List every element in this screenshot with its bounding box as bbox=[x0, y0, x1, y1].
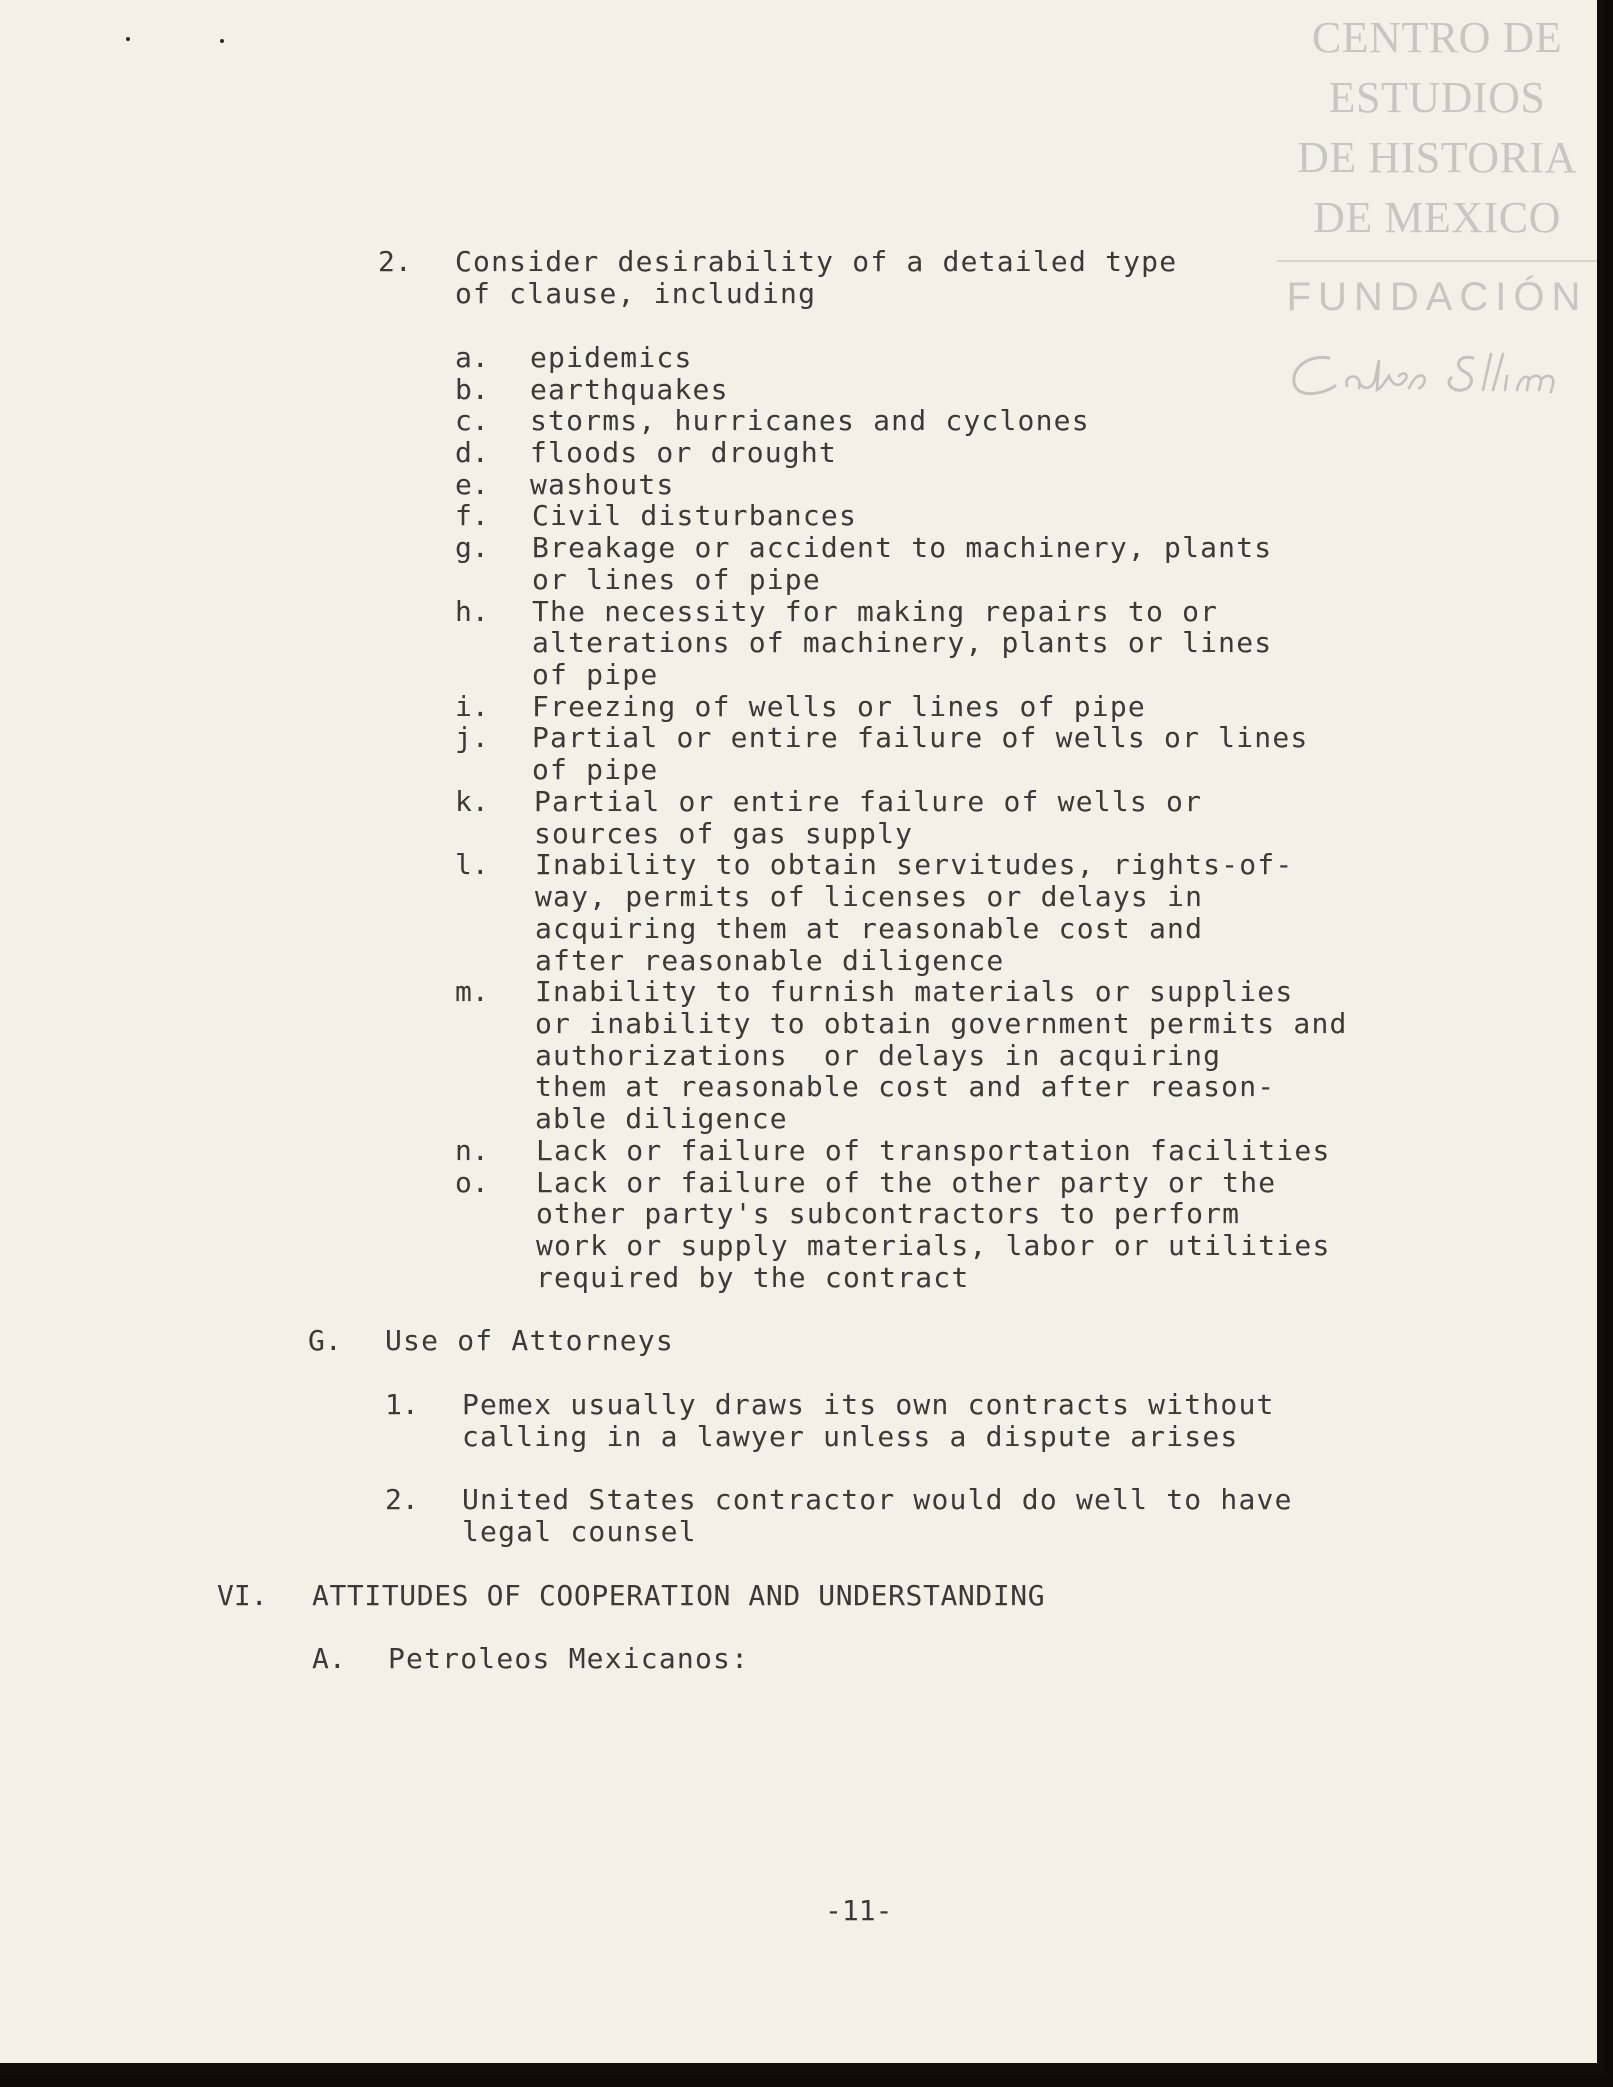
clause-text-line: Lack or failure of transportation facilities bbox=[536, 1134, 1331, 1167]
watermark-line: ESTUDIOS bbox=[1328, 73, 1546, 122]
signature-icon bbox=[1277, 330, 1597, 410]
clause-text-line: epidemics bbox=[530, 341, 693, 374]
clause-text-line: after reasonable diligence bbox=[535, 944, 1005, 977]
clause-letter: c. bbox=[455, 404, 489, 437]
clause-letter: o. bbox=[455, 1166, 489, 1199]
watermark-line: CENTRO DE bbox=[1311, 13, 1563, 62]
clause-text-line: sources of gas supply bbox=[534, 817, 914, 850]
item-number: 1. bbox=[385, 1388, 419, 1421]
clause-text-line: storms, hurricanes and cyclones bbox=[530, 404, 1090, 437]
clause-text-line: or inability to obtain government permits and bbox=[535, 1007, 1348, 1040]
clause-text-line: of pipe bbox=[532, 658, 659, 691]
clause-letter: l. bbox=[455, 848, 489, 881]
item-number: 2. bbox=[378, 245, 412, 278]
watermark-foundation: FUNDACIÓN bbox=[1286, 275, 1588, 319]
clause-letter: f. bbox=[455, 499, 489, 532]
clause-text-line: alterations of machinery, plants or lines bbox=[532, 626, 1273, 659]
clause-text-line: or lines of pipe bbox=[532, 563, 821, 596]
clause-text-line: acquiring them at reasonable cost and bbox=[535, 912, 1204, 945]
clause-letter: a. bbox=[455, 341, 489, 374]
page-number: -11- bbox=[825, 1894, 893, 1927]
clause-text-line: authorizations or delays in acquiring bbox=[535, 1039, 1222, 1072]
clause-text-line: work or supply materials, labor or utilities bbox=[536, 1229, 1331, 1262]
watermark-line: DE HISTORIA bbox=[1297, 133, 1577, 182]
clause-letter: n. bbox=[455, 1134, 489, 1167]
clause-text-line: Inability to furnish materials or supplies bbox=[535, 975, 1294, 1008]
archive-watermark bbox=[1277, 8, 1597, 410]
item-text-line: Pemex usually draws its own contracts without bbox=[462, 1388, 1275, 1421]
item-text-line: of clause, including bbox=[455, 277, 817, 310]
clause-text-line: floods or drought bbox=[530, 436, 837, 469]
clause-text-line: Partial or entire failure of wells or lines bbox=[532, 721, 1309, 754]
clause-text-line: Lack or failure of the other party or the bbox=[536, 1166, 1277, 1199]
clause-letter: g. bbox=[455, 531, 489, 564]
clause-letter: h. bbox=[455, 595, 489, 628]
section-number: VI. bbox=[217, 1579, 268, 1612]
item-text-line: Consider desirability of a detailed type bbox=[455, 245, 1178, 278]
clause-text-line: The necessity for making repairs to or bbox=[532, 595, 1219, 628]
watermark-line: DE MEXICO bbox=[1313, 193, 1561, 242]
clause-letter: d. bbox=[455, 436, 489, 469]
clause-text-line: Civil disturbances bbox=[532, 499, 858, 532]
item-text-line: United States contractor would do well to have bbox=[462, 1483, 1293, 1516]
clause-text-line: Breakage or accident to machinery, plants bbox=[532, 531, 1273, 564]
clause-text-line: able diligence bbox=[535, 1102, 788, 1135]
paper-specks bbox=[126, 34, 236, 44]
signature-logo bbox=[1277, 330, 1597, 410]
clause-letter: k. bbox=[455, 785, 489, 818]
clause-text-line: Partial or entire failure of wells or bbox=[534, 785, 1203, 818]
item-number: 2. bbox=[385, 1483, 419, 1516]
clause-text-line: way, permits of licenses or delays in bbox=[535, 880, 1204, 913]
section-heading: Use of Attorneys bbox=[385, 1324, 674, 1357]
item-text-line: legal counsel bbox=[462, 1515, 697, 1548]
item-text-line: calling in a lawyer unless a dispute arises bbox=[462, 1420, 1239, 1453]
clause-text-line: Freezing of wells or lines of pipe bbox=[532, 690, 1146, 723]
clause-text-line: them at reasonable cost and after reason- bbox=[535, 1070, 1276, 1103]
clause-letter: j. bbox=[455, 721, 489, 754]
section-letter: G. bbox=[308, 1324, 342, 1357]
clause-letter: e. bbox=[455, 468, 489, 501]
clause-text-line: earthquakes bbox=[530, 373, 729, 406]
clause-text-line: of pipe bbox=[532, 753, 659, 786]
clause-letter: i. bbox=[455, 690, 489, 723]
section-heading: ATTITUDES OF COOPERATION AND UNDERSTANDING bbox=[312, 1579, 1046, 1612]
clause-text-line: washouts bbox=[530, 468, 675, 501]
clause-text-line: required by the contract bbox=[536, 1261, 970, 1294]
section-letter: A. bbox=[312, 1642, 346, 1675]
clause-text-line: Inability to obtain servitudes, rights-of- bbox=[535, 848, 1294, 881]
clause-letter: b. bbox=[455, 373, 489, 406]
clause-letter: m. bbox=[455, 975, 489, 1008]
section-heading: Petroleos Mexicanos: bbox=[388, 1642, 750, 1675]
clause-text-line: other party's subcontractors to perform bbox=[536, 1197, 1241, 1230]
watermark-divider bbox=[1277, 260, 1597, 262]
